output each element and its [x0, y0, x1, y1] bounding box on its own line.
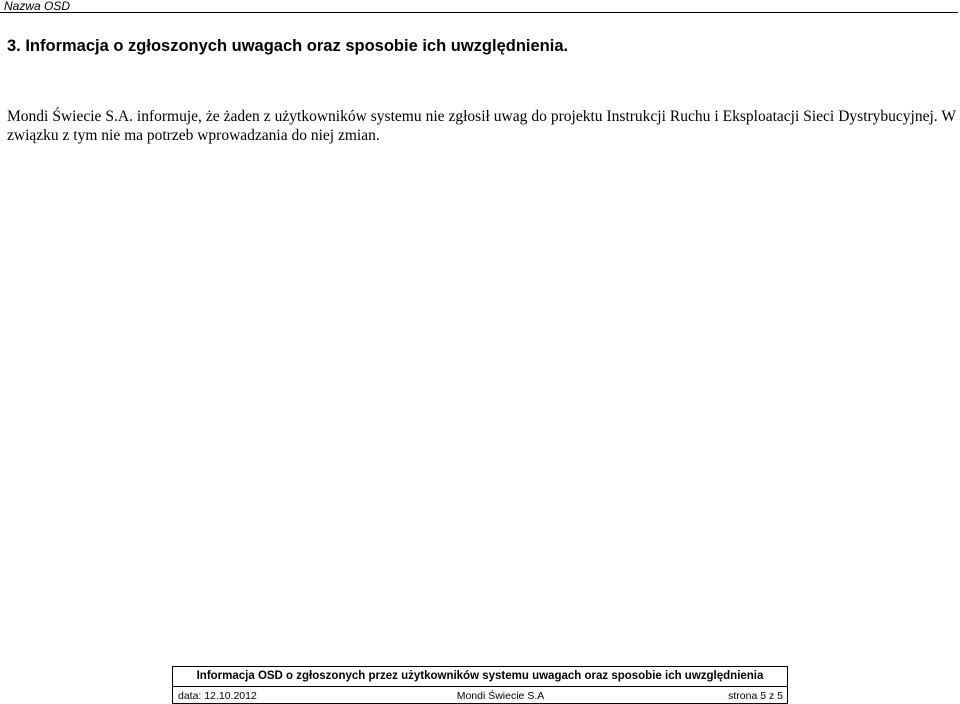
footer-date: data: 12.10.2012 [178, 690, 257, 702]
footer-company: Mondi Świecie S.A [456, 690, 545, 702]
footer-page-number: strona 5 z 5 [728, 690, 783, 702]
footer-title: Informacja OSD o zgłoszonych przez użytkowników systemu uwagach oraz sposobie ich uwzględnienia [173, 667, 788, 687]
section-heading: 3. Informacja o zgłoszonych uwagach oraz sposobie ich uwzględnienia. [7, 37, 569, 55]
footer-table [172, 666, 788, 704]
footer-meta [173, 687, 788, 704]
body-paragraph: Mondi Świecie S.A. informuje, że żaden z użytkowników systemu nie zgłosił uwag do projektu Instrukcji Ruchu i Eksploatacji Sieci Dystrybucyjnej. W związku z tym nie ma potrzeb wprowadzania do niej zmian. [7, 108, 956, 144]
header-label: Nazwa OSD [4, 0, 71, 13]
header-divider [0, 12, 958, 13]
